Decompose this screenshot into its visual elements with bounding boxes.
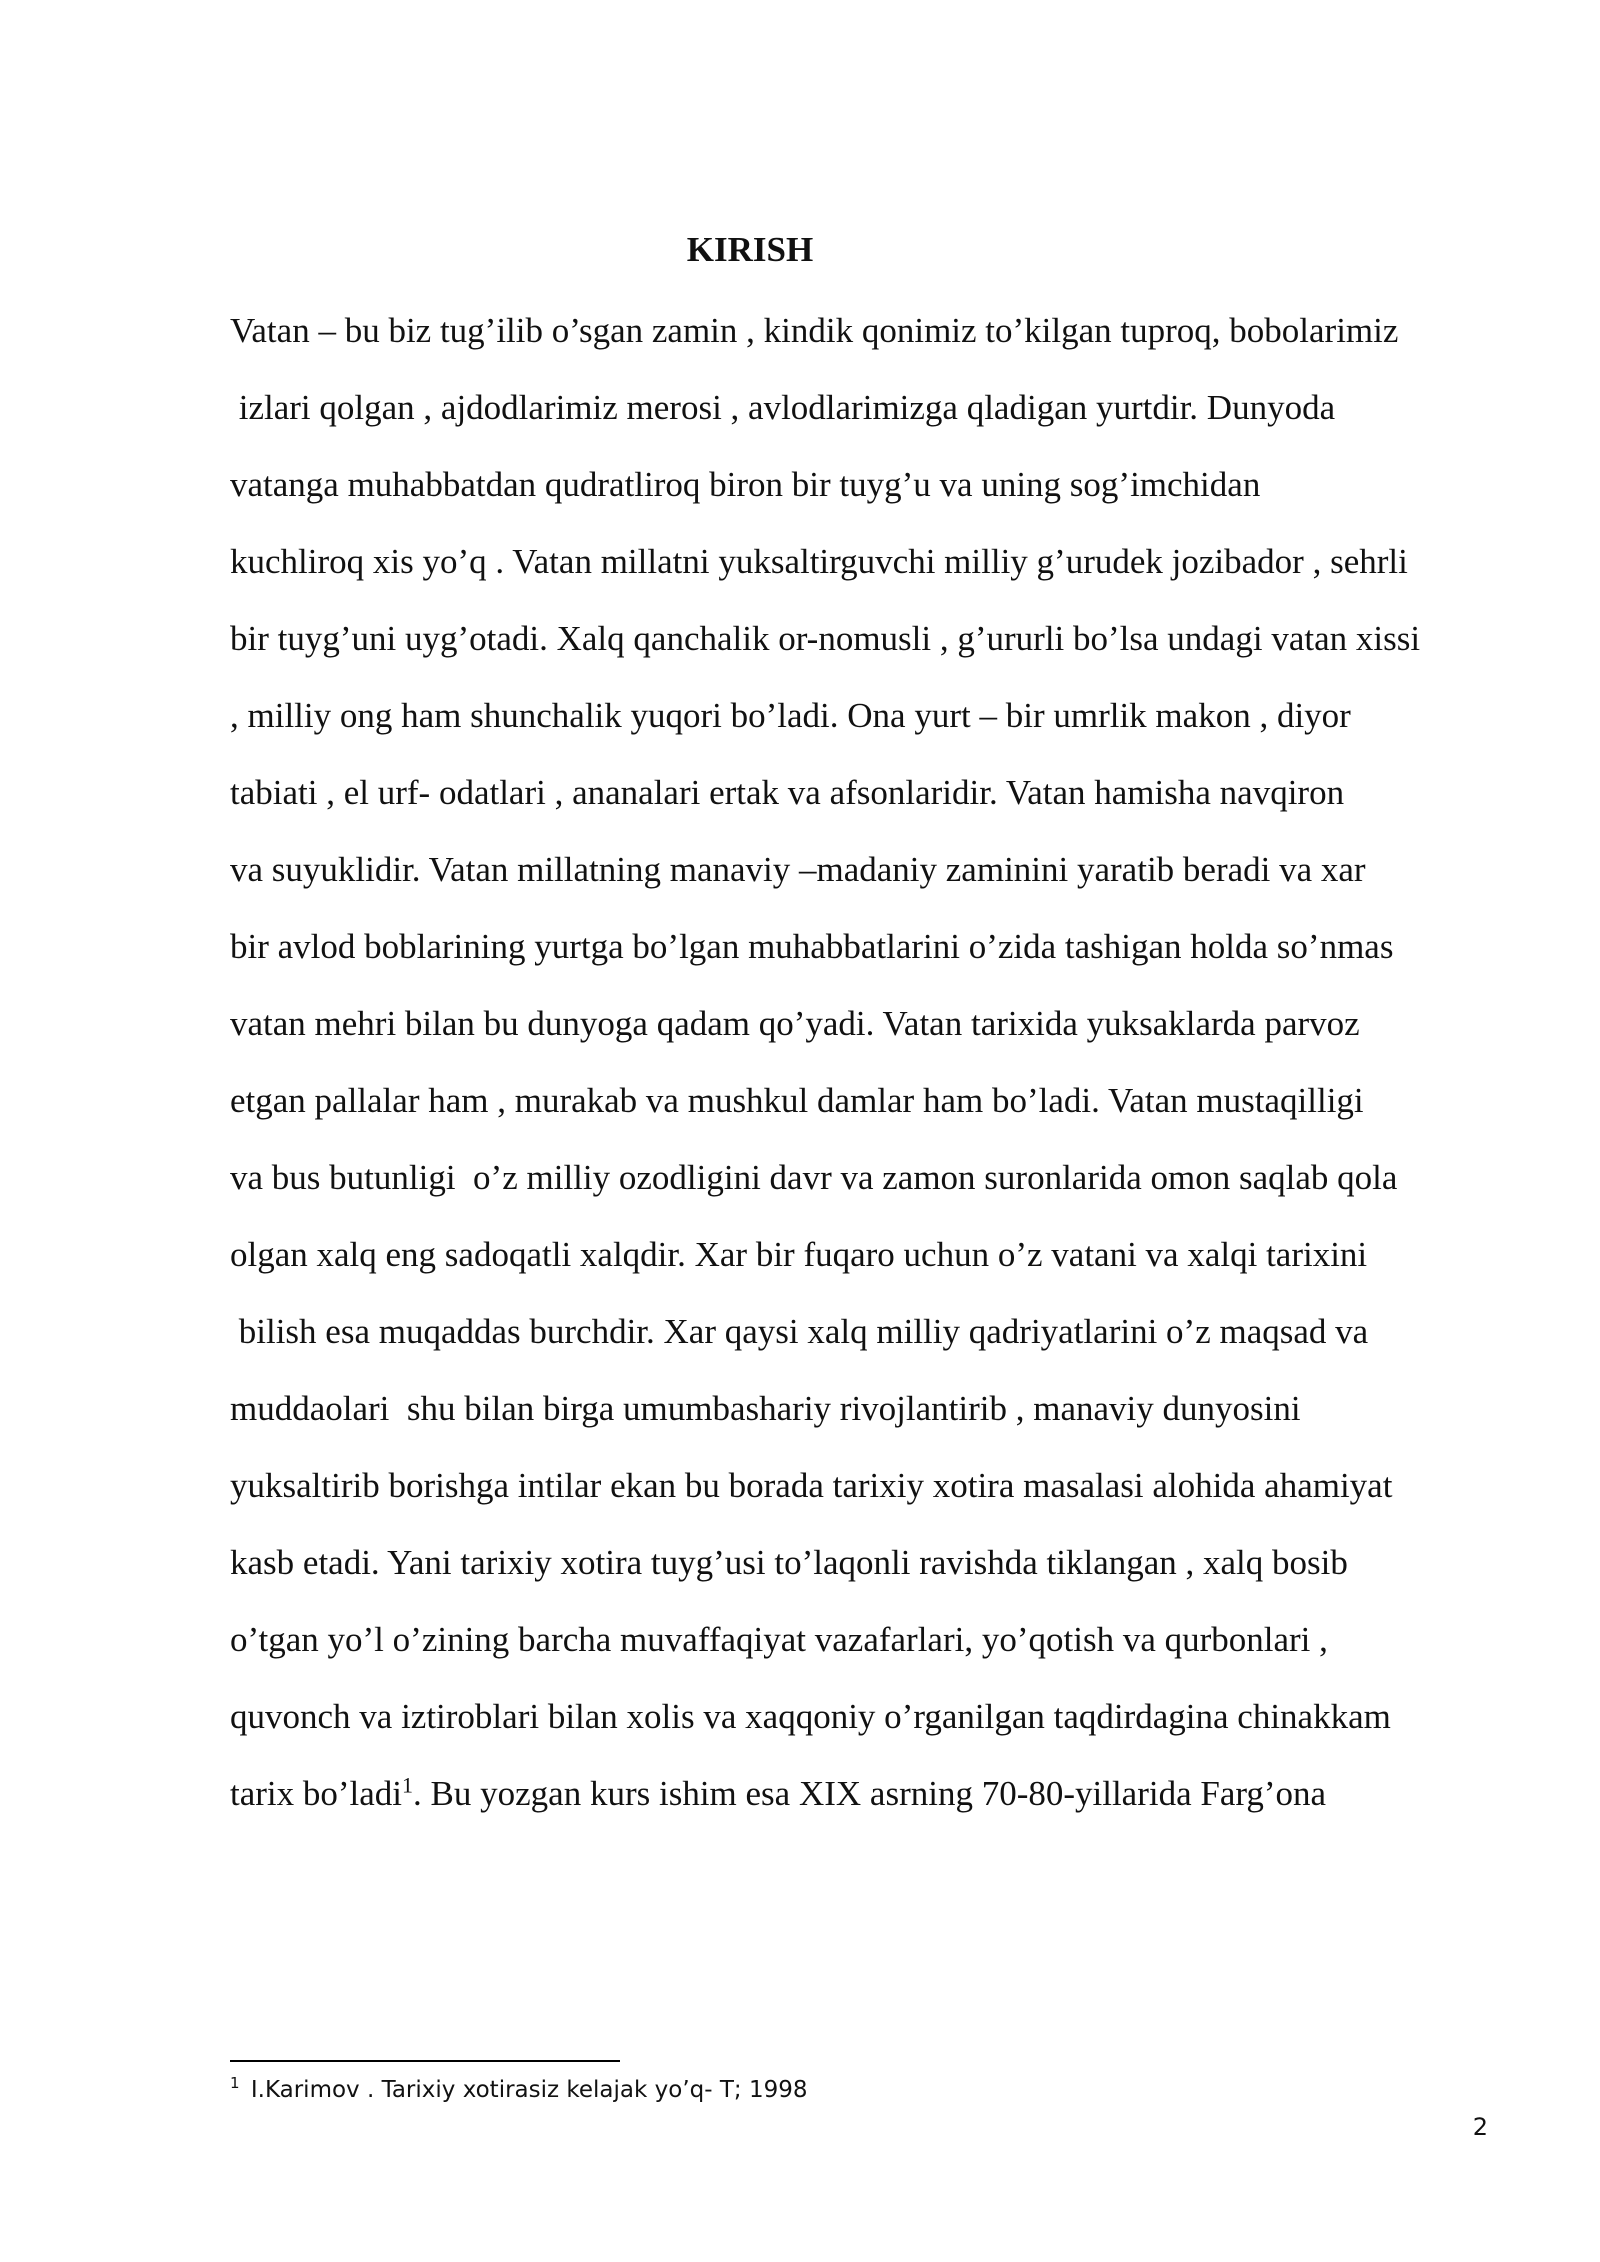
text-line: bir tuyg’uni uyg’otadi. Xalq qanchalik or-nomusli , g’ururli bo’lsa undagi vatan xissi bbox=[230, 619, 1421, 658]
text-line: olgan xalq eng sadoqatli xalqdir. Xar bir fuqaro uchun o’z vatani va xalqi tarixini bbox=[230, 1235, 1368, 1274]
text-line: va bus butunligi o’z milliy ozodligini davr va zamon suronlarida omon saqlab qola bbox=[230, 1158, 1398, 1197]
text-line: vatanga muhabbatdan qudratliroq biron bir tuyg’u va uning sog’imchidan bbox=[230, 465, 1261, 504]
text-fragment: tarix bo’ladi bbox=[230, 1774, 403, 1813]
text-line: yuksaltirib borishga intilar ekan bu borada tarixiy xotira masalasi alohida ahamiyat bbox=[230, 1466, 1393, 1505]
text-line: muddaolari shu bilan birga umumbashariy rivojlantirib , manaviy dunyosini bbox=[230, 1389, 1301, 1428]
text-line: kasb etadi. Yani tarixiy xotira tuyg’usi to’laqonli ravishda tiklangan , xalq bosib bbox=[230, 1543, 1348, 1582]
text-line: o’tgan yo’l o’zining barcha muvaffaqiyat vazafarlari, yo’qotish va qurbonlari , bbox=[230, 1620, 1328, 1659]
text-line: vatan mehri bilan bu dunyoga qadam qo’yadi. Vatan tarixida yuksaklarda parvoz bbox=[230, 1004, 1360, 1043]
footnote-reference[interactable]: 1 bbox=[402, 1772, 414, 1798]
body-text bbox=[230, 305, 1520, 1845]
text-line: , milliy ong ham shunchalik yuqori bo’ladi. Ona yurt – bir umrlik makon , diyor bbox=[230, 696, 1351, 735]
text-fragment: . Bu yozgan kurs ishim esa XIX asrning 70-80-yillarida Farg’ona bbox=[413, 1774, 1327, 1813]
text-line: bilish esa muqaddas burchdir. Xar qaysi xalq milliy qadriyatlarini o’z maqsad va bbox=[230, 1312, 1369, 1351]
footnote bbox=[230, 2075, 808, 2105]
footnote-separator bbox=[230, 2060, 620, 2062]
footnote-mark: 1 bbox=[230, 2074, 240, 2093]
text-line: quvonch va iztiroblari bilan xolis va xaqqoniy o’rganilgan taqdirdagina chinakkam bbox=[230, 1697, 1391, 1736]
footnote-text: I.Karimov . Tarixiy xotirasiz kelajak yo’q- T; 1998 bbox=[243, 2077, 808, 2103]
page-title: KIRISH bbox=[686, 230, 814, 269]
text-line: tabiati , el urf- odatlari , ananalari ertak va afsonlaridir. Vatan hamisha navqiron bbox=[230, 773, 1345, 812]
page-number: 2 bbox=[1472, 2113, 1488, 2141]
text-line: bir avlod boblarining yurtga bo’lgan muhabbatlarini o’zida tashigan holda so’nmas bbox=[230, 927, 1394, 966]
text-line: izlari qolgan , ajdodlarimiz merosi , avlodlarimizga qladigan yurtdir. Dunyoda bbox=[230, 388, 1336, 427]
text-line-last bbox=[230, 1768, 1520, 1819]
text-line: Vatan – bu biz tug’ilib o’sgan zamin , kindik qonimiz to’kilgan tuproq, bobolarimiz bbox=[230, 311, 1399, 350]
text-line: va suyuklidir. Vatan millatning manaviy –madaniy zaminini yaratib beradi va xar bbox=[230, 850, 1366, 889]
text-line: kuchliroq xis yo’q . Vatan millatni yuksaltirguvchi milliy g’urudek jozibador , sehrli bbox=[230, 542, 1408, 581]
text-line: etgan pallalar ham , murakab va mushkul damlar ham bo’ladi. Vatan mustaqilligi bbox=[230, 1081, 1364, 1120]
